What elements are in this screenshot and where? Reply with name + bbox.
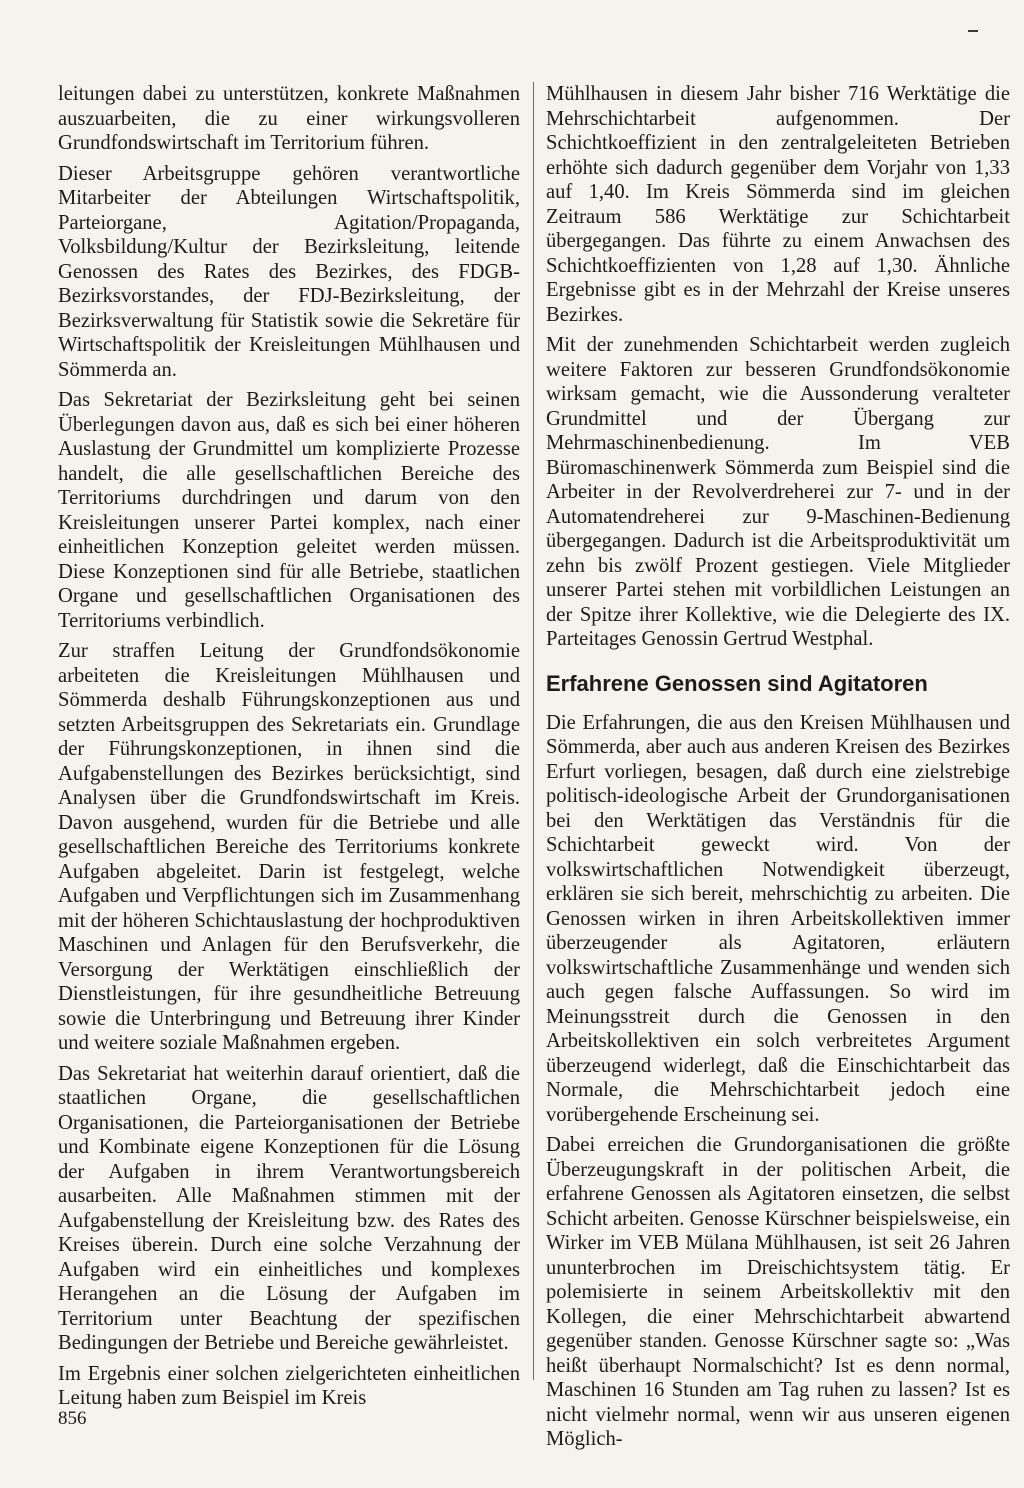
left-column: [58, 82, 520, 1417]
paragraph: Im Ergebnis einer solchen zielgerichteten einheitlichen Leitung haben zum Beispiel im Kreis: [58, 1362, 520, 1409]
page-number: 856: [58, 1408, 87, 1429]
paragraph: leitungen dabei zu unterstützen, konkrete Maßnahmen auszuarbeiten, die zu einer wirkungsvolleren Grundfondswirtschaft im Territorium führen.: [58, 83, 520, 154]
paragraph: Dabei erreichen die Grundorganisationen die größte Überzeugungskraft in der politischen Arbeit, die erfahrene Genossen als Agitatoren einsetzen, die selbst Schicht arbeiten. Genosse Kürschner beispielsweise, ein Wirker im VEB Mülana Mühlhausen, ist seit 26 Jahren ununterbrochen im Dreischichtsystem tätig. Er polemisierte in seinem Arbeitskollektiv mit den Kollegen, die einer Mehrschichtarbeit abwartend gegenüber standen. Genosse Kürschner sagte so: „Was heißt überhaupt Normalschicht? Ist es denn normal, Maschinen 16 Stunden am Tag ruhen zu lassen? Ist es nicht vielmehr normal, wenn wir aus unseren eigenen Möglich-: [546, 1134, 1010, 1450]
column-divider: [533, 82, 534, 1380]
paragraph: Das Sekretariat hat weiterhin darauf orientiert, daß die staatlichen Organe, die gesellschaftlichen Organisationen, die Parteiorganisationen der Betriebe und Kombinate eigene Konzeptionen für die Lösung der Aufgaben in ihrem Verantwortungsbereich ausarbeiten. Alle Maßnahmen stimmen mit der Aufgabenstellung der Kreisleitung bzw. des Rates des Kreises überein. Durch eine solche Verzahnung der Aufgaben wird ein einheitliches und komplexes Herangehen an die Lösung der Aufgaben im Territorium unter Beachtung der spezifischen Bedingungen der Betriebe und Bereiche gewährleistet.: [58, 1062, 520, 1354]
paragraph: Dieser Arbeitsgruppe gehören verantwortliche Mitarbeiter der Abteilungen Wirtschaftspolitik, Parteiorgane, Agitation/Propaganda, Volksbildung/Kultur der Bezirksleitung, leitende Genossen des Rates des Bezirkes, des FDGB-Bezirksvorstandes, der FDJ-Bezirksleitung, der Bezirksverwaltung für Statistik sowie die Sekretäre für Wirtschaftspolitik der Kreisleitungen Mühlhausen und Sömmerda an.: [58, 162, 520, 381]
paragraph: Das Sekretariat der Bezirksleitung geht bei seinen Überlegungen davon aus, daß es sich bei einer höheren Auslastung der Grundmittel um komplizierte Prozesse handelt, die alle gesellschaftlichen Bereiche des Territoriums durchdringen und darum von den Kreisleitungen unserer Partei komplex, nach einer einheitlichen Konzeption geleitet werden müssen. Diese Konzeptionen sind für alle Betriebe, staatlichen Organe und gesellschaftlichen Organisationen des Territoriums verbindlich.: [58, 389, 520, 632]
section-heading: Erfahrene Genossen sind Agitatoren: [546, 670, 928, 696]
right-column: [546, 82, 1010, 1458]
paragraph: Mühlhausen in diesem Jahr bisher 716 Werktätige die Mehrschichtarbeit aufgenommen. Der Schichtkoeffizient in den zentralgeleiteten Betrieben erhöhte sich dadurch gegenüber dem Vorjahr von 1,33 auf 1,40. Im Kreis Sömmerda sind im gleichen Zeitraum 586 Werktätige zur Schichtarbeit übergegangen. Das führte zu einem Anwachsen des Schichtkoeffizienten von 1,28 auf 1,30. Ähnliche Ergebnisse gibt es in der Mehrzahl der Kreise unseres Bezirkes.: [546, 83, 1010, 326]
paragraph: Mit der zunehmenden Schichtarbeit werden zugleich weitere Faktoren zur besseren Grundfondsökonomie wirksam gemacht, wie die Aussonderung veralteter Grundmittel und der Übergang zur Mehrmaschinenbedienung. Im VEB Büromaschinenwerk Sömmerda zum Beispiel sind die Arbeiter in der Revolverdreherei zur 7- und in der Automatendreherei zur 9-Maschinen-Bedienung übergegangen. Dadurch ist die Arbeitsproduktivität um zehn bis zwölf Prozent gestiegen. Viele Mitglieder unserer Partei stehen mit vorbildlichen Leistungen an der Spitze ihrer Kollektive, wie die Delegierte des IX. Parteitages Genossin Gertrud Westphal.: [546, 334, 1010, 650]
scan-mark: [968, 30, 978, 32]
paragraph: Die Erfahrungen, die aus den Kreisen Mühlhausen und Sömmerda, aber auch aus anderen Kreisen des Bezirkes Erfurt vorliegen, besagen, daß durch eine zielstrebige politisch-ideologische Arbeit der Grundorganisationen bei den Werktätigen das Verständnis für die Schichtarbeit geweckt wird. Von der volkswirtschaftlichen Notwendigkeit überzeugt, erklären sie sich bereit, mehrschichtig zu arbeiten. Die Genossen wirken in ihren Arbeitskollektiven immer überzeugender als Agitatoren, erläutern volkswirtschaftliche Zusammenhänge und wenden sich auch gegen falsche Auffassungen. So wird im Meinungsstreit durch die Genossen in den Arbeitskollektiven ein solch verbreitetes Argument überzeugend widerlegt, daß die Einschichtarbeit das Normale, die Mehrschichtarbeit jedoch eine vorübergehende Erscheinung sei.: [546, 711, 1010, 1126]
paragraph: Zur straffen Leitung der Grundfondsökonomie arbeiteten die Kreisleitungen Mühlhausen und Sömmerda deshalb Führungskonzeptionen aus und setzten Arbeitsgruppen des Sekretariats ein. Grundlage der Führungskonzeptionen, in ihnen sind die Aufgabenstellungen des Bezirkes berücksichtigt, sind Analysen über die Grundfondswirtschaft im Kreis. Davon ausgehend, wurden für die Betriebe und alle gesellschaftlichen Bereiche des Territoriums konkrete Aufgaben abgeleitet. Darin ist festgelegt, welche Aufgaben und Verpflichtungen sich im Zusammenhang mit der höheren Schichtauslastung der hochproduktiven Maschinen und Anlagen für den Berufsverkehr, die Versorgung der Werktätigen einschließlich der Dienstleistungen, für ihre gesundheitliche Betreuung sowie die Unterbringung und Betreuung ihrer Kinder und weitere soziale Maßnahmen ergeben.: [58, 640, 520, 1054]
